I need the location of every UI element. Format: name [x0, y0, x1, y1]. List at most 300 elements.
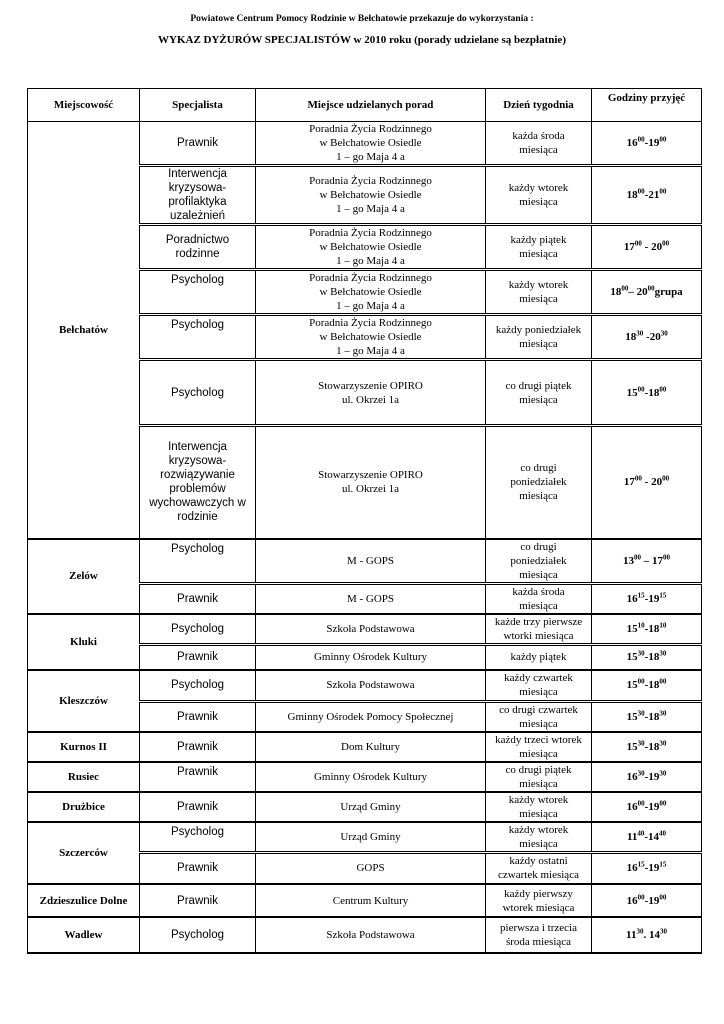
text-line: miesiąca [519, 144, 558, 156]
minute-end: 30 [659, 708, 667, 717]
text-line: Prawnik [177, 592, 218, 605]
specialist-cell [140, 122, 256, 166]
text-line: rodzinie [177, 511, 218, 524]
text-line: miesiąca [519, 490, 558, 503]
text-line: każdy wtorek [508, 279, 569, 291]
day-cell [486, 917, 592, 953]
minute-start: 30 [637, 649, 645, 658]
minute-end: 40 [659, 828, 667, 837]
text-line: ul. Okrzei 1a [341, 483, 400, 496]
text-line: każdy czwartek [504, 672, 573, 685]
minute-end: 00 [659, 384, 667, 393]
text-line: miesiąca [519, 777, 558, 790]
minute-end: 00 [662, 474, 670, 483]
hours-cell [592, 539, 702, 584]
text-line: profilaktyka [168, 196, 227, 208]
place-cell [256, 539, 486, 584]
day-cell [486, 701, 592, 732]
minute-end: 30 [659, 768, 667, 777]
text-line: 1 – go Maja 4 a [336, 203, 405, 215]
text-line: miesiąca [519, 393, 558, 406]
hour-end: 14 [648, 830, 660, 843]
minute-start: 00 [637, 187, 645, 196]
header-line-1: Powiatowe Centrum Pomocy Rodzinie w Bełchatowie przekazuje do wykorzystania : [190, 14, 534, 24]
text-line: Centrum Kultury [332, 894, 409, 907]
col-header-day: Dzień tygodnia [486, 89, 592, 122]
hours-cell [592, 884, 702, 917]
day-cell [486, 583, 592, 614]
text-line: Psycholog [170, 319, 225, 331]
hour-end: 17 [652, 554, 663, 567]
text-line: miesiąca [519, 196, 558, 208]
minute-start: 15 [637, 590, 645, 599]
text-line: Prawnik [177, 765, 218, 778]
hour-start: 16 [626, 592, 638, 605]
location-cell: Bełchatów [28, 122, 140, 539]
specialist-cell [140, 792, 256, 822]
text-line: poniedziałek [510, 476, 567, 489]
table-row [28, 822, 702, 853]
text-line: kryzysowa- [168, 455, 227, 468]
table-row [28, 732, 702, 762]
hour-separator: - [644, 894, 649, 907]
hour-separator: - [644, 189, 649, 201]
text-line: każdy pierwszy [504, 887, 573, 900]
specialist-cell [140, 701, 256, 732]
day-cell [486, 225, 592, 270]
minute-end: 30 [659, 927, 667, 936]
specialist-cell [140, 884, 256, 917]
hour-end: 14 [648, 929, 660, 941]
text-line: Prawnik [177, 710, 218, 723]
specialist-cell [140, 614, 256, 645]
hour-end: 18 [648, 386, 660, 399]
hour-end: 19 [648, 770, 660, 783]
hour-separator: - [644, 830, 649, 843]
day-cell [486, 166, 592, 225]
text-line: czwartek miesiąca [498, 869, 579, 882]
col-header-hours: Godziny przyjęć [592, 89, 702, 122]
day-cell [486, 426, 592, 539]
place-cell [256, 166, 486, 225]
minute-end: 00 [663, 552, 670, 561]
hour-start: 15 [626, 651, 638, 664]
text-line: każdy poniedziałek [495, 324, 582, 336]
hour-separator: - [644, 770, 649, 783]
text-line: Gminny Ośrodek Pomocy Społecznej [287, 710, 454, 723]
minute-end: 00 [659, 135, 667, 144]
location-cell: Zdzieszulice Dolne [28, 884, 140, 917]
text-line: Interwencja [168, 441, 227, 454]
hour-separator: - [644, 710, 649, 723]
minute-start: 30 [637, 768, 645, 777]
day-cell [486, 732, 592, 762]
hour-start: 16 [626, 800, 638, 813]
minute-start: 00 [637, 892, 645, 901]
text-line: miesiąca [519, 747, 558, 760]
minute-start: 30 [637, 708, 645, 717]
minute-end: 30 [659, 649, 667, 658]
text-line: Psycholog [170, 274, 225, 286]
place-cell [256, 917, 486, 953]
text-line: Szkoła Podstawowa [326, 622, 415, 635]
text-line: Poradnia Życia Rodzinnego [309, 175, 432, 187]
location-cell: Kurnos II [28, 732, 140, 762]
text-line: Urząd Gminy [340, 800, 401, 813]
hour-start: 16 [626, 770, 638, 783]
location-cell: Kluki [28, 614, 140, 671]
hour-separator: - [644, 800, 649, 813]
col-header-place: Miejsce udzielanych porad [256, 89, 486, 122]
location-cell: Drużbice [28, 792, 140, 822]
specialist-cell [140, 583, 256, 614]
hour-start: 16 [626, 894, 638, 907]
text-line: co drugi [520, 540, 557, 553]
text-line: środa miesiąca [505, 936, 572, 948]
table-row [28, 884, 702, 917]
day-cell [486, 539, 592, 584]
specialist-cell [140, 166, 256, 225]
text-line: GOPS [356, 862, 385, 875]
text-line: Psycholog [170, 929, 225, 941]
schedule-table [27, 88, 702, 954]
text-line: co drugi czwartek [499, 703, 578, 716]
hours-cell [592, 614, 702, 645]
text-line: miesiąca [519, 717, 558, 730]
hours-suffix: grupa [654, 286, 683, 298]
minute-end: 00 [659, 798, 667, 807]
minute-start: 00 [637, 677, 645, 686]
hour-separator: - [641, 476, 652, 489]
day-cell [486, 852, 592, 884]
specialist-cell [140, 732, 256, 762]
text-line: miesiąca [519, 837, 558, 850]
minute-start: 00 [637, 384, 645, 393]
text-line: uzależnień [170, 210, 225, 222]
hour-start: 17 [623, 241, 635, 253]
hours-cell [592, 792, 702, 822]
text-line: Urząd Gminy [340, 830, 401, 843]
text-line: Psycholog [170, 542, 225, 555]
minute-start: 00 [637, 798, 645, 807]
day-cell [486, 315, 592, 360]
text-line: co drugi piątek [505, 763, 572, 776]
text-line: Prawnik [177, 740, 218, 753]
text-line: co drugi piątek [505, 379, 572, 392]
table-row [28, 539, 702, 584]
text-line: każdy wtorek [508, 182, 569, 194]
table-row [28, 917, 702, 953]
hour-end: 19 [648, 894, 660, 907]
hour-separator: . [643, 929, 649, 941]
day-cell [486, 884, 592, 917]
text-line: Szkoła Podstawowa [326, 679, 415, 692]
specialist-cell [140, 270, 256, 315]
text-line: każde trzy pierwsze [494, 615, 583, 628]
text-line: Psycholog [170, 386, 225, 399]
location-cell: Szczerców [28, 822, 140, 885]
minute-start: 30 [636, 927, 644, 936]
hour-separator: - [644, 592, 649, 605]
minute-end: 15 [659, 860, 667, 869]
text-line: 1 – go Maja 4 a [336, 255, 405, 267]
hour-separator: - [644, 679, 649, 692]
table-row [28, 670, 702, 701]
hour-start: 18 [626, 189, 638, 201]
table-header-row [28, 89, 702, 122]
text-line: Poradnia Życia Rodzinnego [309, 227, 432, 239]
place-cell [256, 225, 486, 270]
minute-end: 00 [659, 892, 667, 901]
location-cell: Wadlew [28, 917, 140, 953]
place-cell [256, 670, 486, 701]
text-line: rodzinne [175, 248, 220, 260]
hour-end: 19 [648, 592, 660, 605]
hour-start: 15 [626, 679, 638, 692]
hours-cell [592, 270, 702, 315]
place-cell [256, 315, 486, 360]
minute-start: 10 [637, 620, 645, 629]
text-line: każda środa [512, 130, 565, 142]
hours-cell [592, 426, 702, 539]
minute-start: 30 [637, 738, 645, 747]
specialist-cell [140, 225, 256, 270]
hour-end: 18 [648, 679, 660, 692]
text-line: 1 – go Maja 4 a [336, 345, 405, 357]
text-line: każdy wtorek [508, 793, 569, 806]
day-cell [486, 762, 592, 792]
text-line: każdy wtorek [508, 823, 569, 836]
day-cell [486, 792, 592, 822]
location-cell: Zelów [28, 539, 140, 614]
hour-start: 16 [626, 862, 638, 875]
text-line: Gminny Ośrodek Kultury [313, 651, 428, 664]
hour-end: 18 [648, 651, 660, 664]
text-line: Poradnictwo [165, 234, 230, 246]
hour-separator: – [641, 554, 652, 567]
minute-end: 30 [659, 738, 667, 747]
text-line: 1 – go Maja 4 a [336, 151, 405, 163]
day-cell [486, 670, 592, 701]
text-line: Szkoła Podstawowa [326, 929, 415, 941]
text-line: rozwiązywanie [160, 469, 235, 482]
text-line: ul. Okrzei 1a [341, 393, 400, 406]
text-line: w Bełchatowie Osiedle [319, 331, 422, 343]
specialist-cell [140, 539, 256, 584]
text-line: każda środa [512, 585, 565, 598]
minute-start: 40 [637, 828, 645, 837]
hours-cell [592, 315, 702, 360]
hour-end: 20 [651, 241, 663, 253]
minute-end: 00 [659, 677, 667, 686]
location-cell: Kleszczów [28, 670, 140, 732]
text-line: Psycholog [170, 679, 225, 692]
col-header-specialist: Specjalista [140, 89, 256, 122]
hour-separator: - [644, 740, 649, 753]
minute-start: 00 [621, 284, 629, 293]
place-cell [256, 122, 486, 166]
text-line: Prawnik [177, 800, 218, 813]
text-line: Poradnia Życia Rodzinnego [309, 272, 432, 284]
text-line: M - GOPS [346, 554, 395, 567]
minute-start: 00 [634, 239, 642, 248]
text-line: Dom Kultury [341, 740, 400, 753]
hour-separator: - [643, 331, 650, 343]
hour-end: 19 [648, 137, 660, 149]
hours-cell [592, 122, 702, 166]
text-line: wychowawczych w [149, 497, 246, 510]
hour-start: 18 [610, 286, 622, 298]
text-line: Stowarzyszenie OPIRO [318, 379, 423, 392]
hour-start: 13 [623, 554, 634, 567]
minute-end: 00 [647, 284, 655, 293]
text-line: w Bełchatowie Osiedle [319, 241, 422, 253]
specialist-cell [140, 762, 256, 792]
minute-end: 10 [659, 620, 667, 629]
text-line: miesiąca [519, 293, 558, 305]
place-cell [256, 426, 486, 539]
hours-cell [592, 670, 702, 701]
minute-end: 00 [662, 239, 670, 248]
day-cell [486, 644, 592, 670]
day-cell [486, 270, 592, 315]
text-line: pierwsza i trzecia [500, 922, 577, 934]
text-line: 1 – go Maja 4 a [336, 300, 405, 312]
hour-separator: - [644, 386, 649, 399]
text-line: w Bełchatowie Osiedle [319, 286, 422, 298]
place-cell [256, 792, 486, 822]
header-title: WYKAZ DYŻURÓW SPECJALISTÓW w 2010 roku (porady udzielane są bezpłatnie) [158, 34, 566, 46]
hour-start: 15 [626, 386, 638, 399]
minute-start: 30 [636, 329, 644, 338]
specialist-cell [140, 644, 256, 670]
hour-start: 17 [623, 476, 635, 489]
hours-cell [592, 166, 702, 225]
text-line: Interwencja [168, 168, 227, 180]
col-header-location: Miejscowość [28, 89, 140, 122]
specialist-cell [140, 852, 256, 884]
text-line: kryzysowa- [168, 182, 227, 194]
place-cell [256, 701, 486, 732]
text-line: wtorek miesiąca [502, 901, 575, 914]
hour-end: 20 [651, 476, 663, 489]
hours-cell [592, 701, 702, 732]
text-line: Prawnik [177, 894, 218, 907]
hour-start: 18 [625, 331, 637, 343]
text-line: w Bełchatowie Osiedle [319, 137, 422, 149]
location-cell: Rusiec [28, 762, 140, 792]
hours-cell [592, 360, 702, 426]
place-cell [256, 583, 486, 614]
hour-end: 19 [648, 862, 660, 875]
place-cell [256, 360, 486, 426]
place-cell [256, 732, 486, 762]
text-line: miesiąca [519, 568, 558, 581]
hours-cell [592, 917, 702, 953]
table-row [28, 122, 702, 166]
text-line: miesiąca [519, 807, 558, 820]
text-line: Poradnia Życia Rodzinnego [309, 317, 432, 329]
table-row [28, 792, 702, 822]
day-cell [486, 360, 592, 426]
minute-end: 00 [659, 187, 667, 196]
place-cell [256, 270, 486, 315]
hour-start: 15 [626, 710, 638, 723]
text-line: każdy piątek [510, 651, 567, 664]
hour-end: 18 [648, 740, 660, 753]
place-cell [256, 762, 486, 792]
hour-end: 18 [648, 710, 660, 723]
text-line: Prawnik [177, 651, 218, 664]
hour-separator: - [641, 241, 652, 253]
hour-separator: - [644, 651, 649, 664]
specialist-cell [140, 360, 256, 426]
text-line: miesiąca [519, 599, 558, 612]
hour-separator: - [644, 137, 649, 149]
text-line: Poradnia Życia Rodzinnego [309, 123, 432, 135]
text-line: Stowarzyszenie OPIRO [318, 469, 423, 482]
text-line: miesiąca [519, 248, 558, 260]
text-line: każdy piątek [510, 234, 567, 246]
hours-cell [592, 225, 702, 270]
table-row [28, 614, 702, 645]
text-line: miesiąca [519, 338, 558, 350]
hours-cell [592, 732, 702, 762]
hours-cell [592, 762, 702, 792]
place-cell [256, 614, 486, 645]
text-line: każdy trzeci wtorek [495, 733, 582, 746]
text-line: Prawnik [177, 137, 218, 149]
hour-end: 19 [648, 800, 660, 813]
table-body [28, 122, 702, 954]
text-line: w Bełchatowie Osiedle [319, 189, 422, 201]
text-line: poniedziałek [510, 554, 567, 567]
text-line: Gminny Ośrodek Kultury [313, 770, 428, 783]
hour-end: 18 [648, 622, 660, 635]
hour-end: 21 [648, 189, 660, 201]
day-cell [486, 614, 592, 645]
specialist-cell [140, 670, 256, 701]
place-cell [256, 884, 486, 917]
text-line: wtorki miesiąca [503, 629, 574, 642]
day-cell [486, 122, 592, 166]
hour-end: 20 [649, 331, 661, 343]
minute-start: 00 [637, 135, 645, 144]
hours-cell [592, 583, 702, 614]
text-line: Psycholog [170, 622, 225, 635]
minute-start: 00 [634, 474, 642, 483]
text-line: Prawnik [177, 862, 218, 875]
place-cell [256, 852, 486, 884]
specialist-cell [140, 426, 256, 539]
hours-cell [592, 644, 702, 670]
hour-separator: - [644, 862, 649, 875]
specialist-cell [140, 917, 256, 953]
minute-start: 15 [637, 860, 645, 869]
minute-end: 30 [660, 329, 668, 338]
minute-end: 15 [659, 590, 667, 599]
text-line: miesiąca [519, 686, 558, 699]
hour-start: 11 [626, 929, 637, 941]
hour-start: 15 [626, 740, 638, 753]
table-row [28, 762, 702, 792]
text-line: każdy ostatni [509, 855, 568, 868]
place-cell [256, 822, 486, 853]
day-cell [486, 822, 592, 853]
specialist-cell [140, 315, 256, 360]
hour-start: 15 [626, 622, 638, 635]
text-line: problemów [169, 483, 226, 496]
